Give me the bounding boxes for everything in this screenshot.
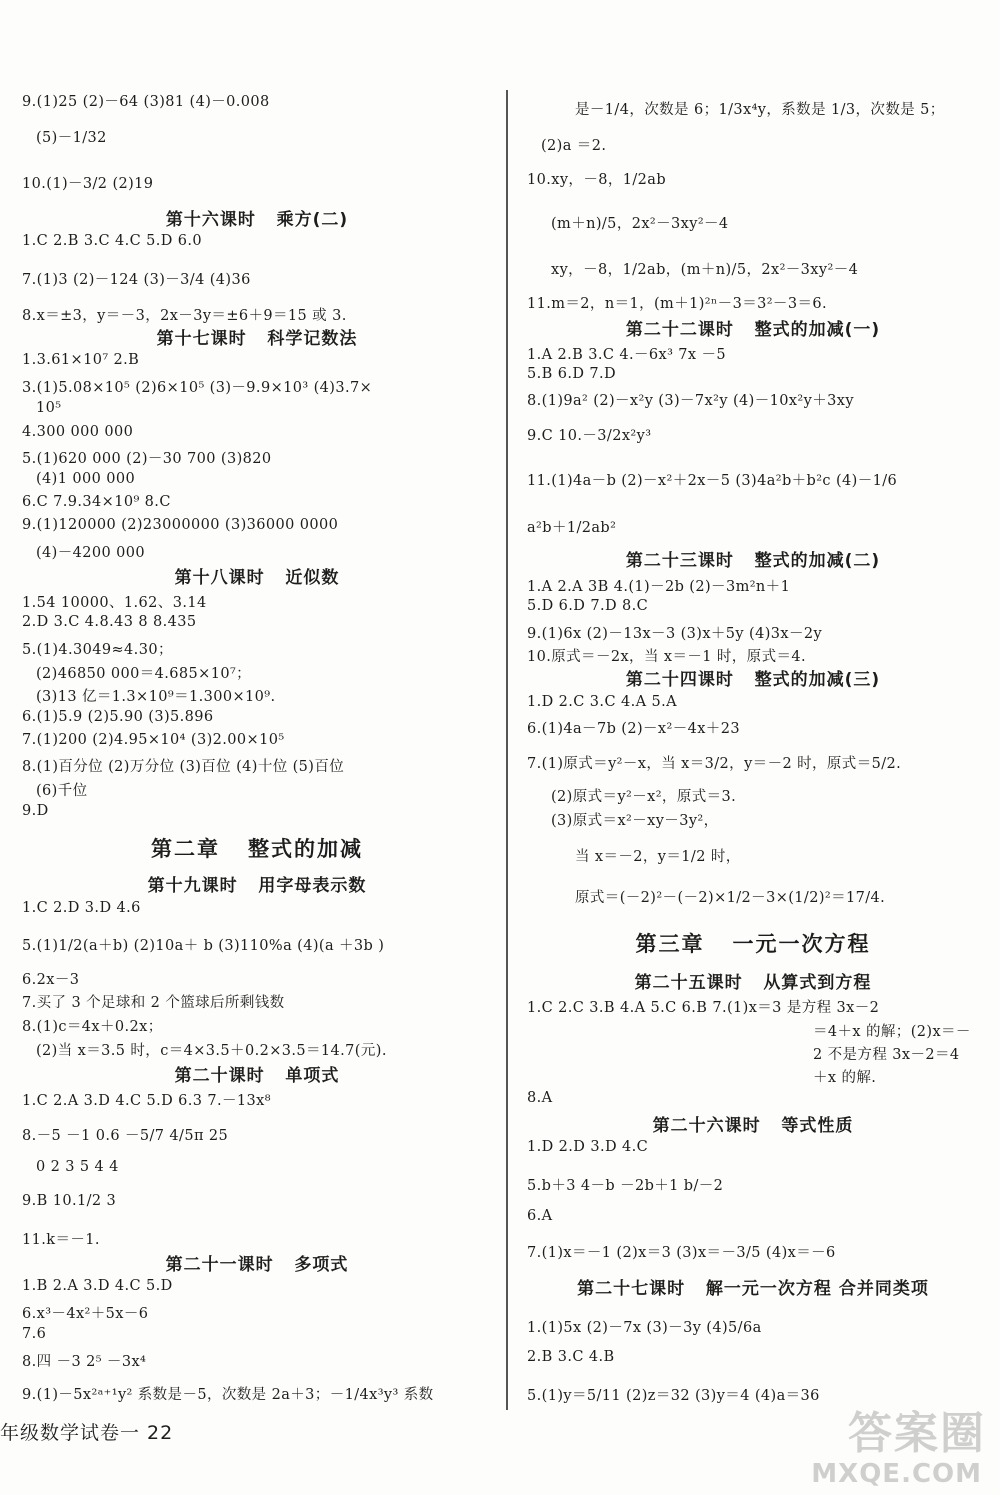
answer-line: 7.(1)3 (2)－124 (3)－3/4 (4)36 — [22, 272, 251, 288]
answer-line: 是－1/4，次数是 6；1/3x⁴y，系数是 1/3，次数是 5； — [575, 102, 945, 118]
answer-line: 1.C 2.C 3.B 4.A 5.C 6.B 7.(1)x＝3 是方程 3x－2 — [527, 1000, 880, 1016]
answer-line: 4.300 000 000 — [22, 424, 134, 440]
section-heading: 第十七课时 科学记数法 — [156, 329, 358, 349]
section-heading: 第二十五课时 从算式到方程 — [634, 973, 872, 993]
answer-line: 8.四 －3 2⁵ －3x⁴ — [22, 1354, 147, 1370]
answer-line: 当 x＝－2，y＝1/2 时， — [575, 849, 741, 865]
answer-line: 1.(1)5x (2)－7x (3)－3y (4)5/6a — [527, 1320, 762, 1336]
answer-line: 6.2x－3 — [22, 972, 80, 988]
section-heading: 第二十七课时 解一元一次方程 合并同类项 — [577, 1279, 929, 1299]
answer-line: 8.(1)c＝4x＋0.2x； — [22, 1019, 163, 1035]
column-divider — [506, 90, 508, 1410]
answer-line: (3)原式＝x²－xy－3y²， — [551, 813, 719, 829]
answer-line: (2)46850 000＝4.685×10⁷； — [36, 666, 252, 682]
answer-line: 1.D 2.C 3.C 4.A 5.A — [527, 694, 677, 710]
answer-line: xy，－8，1/2ab，(m＋n)/5，2x²－3xy²－4 — [551, 262, 859, 278]
watermark-url: MXQE.COM — [811, 1459, 982, 1489]
answer-line: 5.D 6.D 7.D 8.C — [527, 598, 649, 614]
answer-line: 1.3.61×10⁷ 2.B — [22, 352, 140, 368]
answer-line: 6.x³－4x²＋5x－6 — [22, 1306, 149, 1322]
section-heading: 第二十一课时 多项式 — [165, 1255, 349, 1275]
answer-line: 9.D — [22, 803, 49, 819]
answer-line: 11.k＝－1. — [22, 1232, 100, 1248]
answer-line: 6.(1)5.9 (2)5.90 (3)5.896 — [22, 709, 214, 725]
section-heading: 第二十六课时 等式性质 — [652, 1116, 854, 1136]
answer-line: ＋x 的解. — [813, 1070, 877, 1086]
answer-line: 1.C 2.B 3.C 4.C 5.D 6.0 — [22, 233, 203, 249]
answer-line: 5.(1)620 000 (2)－30 700 (3)820 — [22, 451, 272, 467]
answer-line: 9.B 10.1/2 3 — [22, 1193, 117, 1209]
answer-line: 7.(1)原式＝y²－x，当 x＝3/2，y＝－2 时，原式＝5/2. — [527, 756, 902, 772]
answer-line: (4)1 000 000 — [36, 471, 136, 487]
answer-line: 原式＝(－2)²－(－2)×1/2－3×(1/2)²＝17/4. — [575, 890, 886, 906]
section-heading: 第十九课时 用字母表示数 — [147, 876, 367, 896]
answer-line: 0 2 3 5 4 4 — [36, 1159, 119, 1175]
answer-line: 8.A — [527, 1090, 553, 1106]
answer-line: 5.(1)1/2(a＋b) (2)10a＋ b (3)110%a (4)(a ＋3b ) — [22, 938, 385, 954]
answer-line: (5)－1/32 — [36, 130, 107, 146]
watermark-logo: 答案圈 — [848, 1408, 986, 1459]
chapter-heading: 第二章 整式的加减 — [151, 837, 363, 861]
answer-line: (2)当 x＝3.5 时，c＝4×3.5＋0.2×3.5＝14.7(元). — [36, 1043, 387, 1059]
answer-line: 8.－5 －1 0.6 －5/7 4/5π 25 — [22, 1128, 229, 1144]
answer-line: 5.b＋3 4－b －2b＋1 b/－2 — [527, 1178, 724, 1194]
answer-line: 7.(1)x＝－1 (2)x＝3 (3)x＝－3/5 (4)x＝－6 — [527, 1245, 836, 1261]
answer-line: 10.原式＝－2x，当 x＝－1 时，原式＝4. — [527, 649, 807, 665]
answer-line: 7.6 — [22, 1326, 47, 1342]
section-heading: 第二十课时 单项式 — [174, 1066, 340, 1086]
answer-line: 1.B 2.A 3.D 4.C 5.D — [22, 1278, 173, 1294]
answer-line: 9.(1)120000 (2)23000000 (3)36000 0000 — [22, 517, 339, 533]
answer-line: 10.xy，－8，1/2ab — [527, 172, 667, 188]
answer-line: 5.B 6.D 7.D — [527, 366, 617, 382]
answer-line: 2 不是方程 3x－2＝4 — [813, 1047, 960, 1063]
answer-line: 9.(1)6x (2)－13x－3 (3)x＋5y (4)3x－2y — [527, 626, 823, 642]
answer-line: 2.B 3.C 4.B — [527, 1349, 615, 1365]
page-footer: 年级数学试卷一 22 — [0, 1422, 174, 1444]
answer-line: 1.D 2.D 3.D 4.C — [527, 1139, 649, 1155]
answer-line: 8.(1)9a² (2)－x²y (3)－7x²y (4)－10x²y＋3xy — [527, 393, 854, 409]
answer-line: 10⁵ — [36, 400, 62, 416]
section-heading: 第二十三课时 整式的加减(二) — [625, 551, 881, 571]
answer-line: 1.C 2.A 3.D 4.C 5.D 6.3 7.－13x⁸ — [22, 1093, 271, 1109]
answer-line: 5.(1)4.3049≈4.30； — [22, 642, 173, 658]
answer-line: 10.(1)－3/2 (2)19 — [22, 176, 154, 192]
answer-line: 1.A 2.A 3B 4.(1)－2b (2)－3m²n＋1 — [527, 579, 791, 595]
answer-line: (m＋n)/5，2x²－3xy²－4 — [551, 216, 729, 232]
answer-line: 9.(1)25 (2)－64 (3)81 (4)－0.008 — [22, 94, 270, 110]
answer-line: 9.C 10.－3/2x²y³ — [527, 428, 652, 444]
answer-line: 6.C 7.9.34×10⁹ 8.C — [22, 494, 171, 510]
answer-line: 3.(1)5.08×10⁵ (2)6×10⁵ (3)－9.9×10³ (4)3.7× — [22, 380, 373, 396]
answer-line: (3)13 亿＝1.3×10⁹＝1.300×10⁹. — [36, 689, 276, 705]
answer-line: (2)a ＝2. — [541, 138, 607, 154]
answer-line: 5.(1)y＝5/11 (2)z＝32 (3)y＝4 (4)a＝36 — [527, 1388, 820, 1404]
answer-line: 6.A — [527, 1208, 553, 1224]
section-heading: 第十六课时 乘方(二) — [165, 210, 349, 230]
section-heading: 第二十四课时 整式的加减(三) — [625, 670, 881, 690]
answer-line: 7.买了 3 个足球和 2 个篮球后所剩钱数 — [22, 995, 285, 1011]
answer-line: (4)－4200 000 — [36, 545, 146, 561]
answer-line: 1.54 10000、1.62、3.14 — [22, 595, 207, 611]
chapter-heading: 第三章 一元一次方程 — [635, 932, 871, 956]
section-heading: 第十八课时 近似数 — [174, 568, 340, 588]
answer-line: 1.C 2.D 3.D 4.6 — [22, 900, 141, 916]
answer-line: ＝4＋x 的解；(2)x＝－ — [813, 1024, 971, 1040]
answer-line: 7.(1)200 (2)4.95×10⁴ (3)2.00×10⁵ — [22, 732, 285, 748]
answer-line: 8.x＝±3，y＝－3，2x－3y＝±6＋9＝15 或 3. — [22, 308, 347, 324]
answer-line: 9.(1)－5x²ᵃ⁺¹y² 系数是－5，次数是 2a＋3；－1/4x³y³ 系数 — [22, 1387, 434, 1403]
answer-line: a²b＋1/2ab² — [527, 520, 617, 536]
answer-line: 2.D 3.C 4.8.43 8 8.435 — [22, 614, 197, 630]
answer-line: (6)千位 — [36, 783, 88, 799]
section-heading: 第二十二课时 整式的加减(一) — [625, 320, 881, 340]
answer-line: 11.m＝2，n＝1，(m＋1)²ⁿ－3＝3²－3＝6. — [527, 296, 827, 312]
answer-line: 1.A 2.B 3.C 4.－6x³ 7x －5 — [527, 347, 727, 363]
answer-line: 8.(1)百分位 (2)万分位 (3)百位 (4)十位 (5)百位 — [22, 759, 345, 775]
answer-line: 11.(1)4a－b (2)－x²＋2x－5 (3)4a²b＋b²c (4)－1/6 — [527, 473, 898, 489]
answer-line: 6.(1)4a－7b (2)－x²－4x＋23 — [527, 721, 740, 737]
answer-line: (2)原式＝y²－x²，原式＝3. — [551, 789, 737, 805]
